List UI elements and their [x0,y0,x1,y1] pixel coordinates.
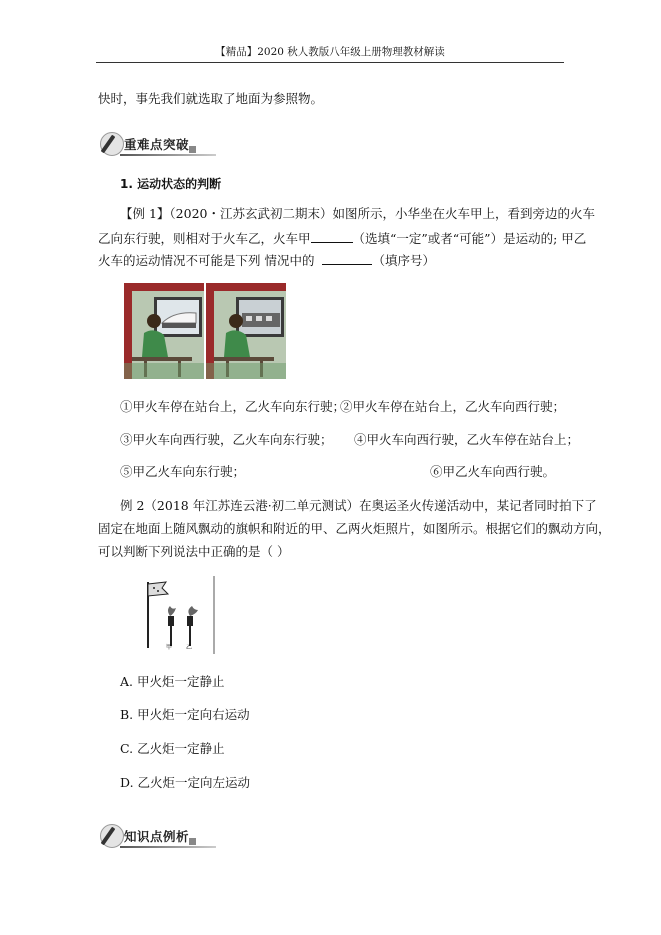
choice-d: D. 乙火炬一定向左运动 [120,775,251,790]
option-5: ⑤甲乙火车向东行驶； [120,464,246,479]
flag-torch-drawing [140,576,216,654]
banner-underline [120,846,216,848]
page-header: 【精品】2020 秋人教版八年级上册物理教材解读 [96,42,564,63]
torch-label-yi: 乙 [186,644,193,651]
banner-square-icon [188,145,197,154]
answer-blank-1[interactable] [311,229,353,243]
example1-line3-post: （填序号） [372,253,435,268]
train-photo-right-image [206,283,286,379]
choice-c: C. 乙火炬一定静止 [120,741,225,756]
train-photo-left [124,283,204,379]
answer-blank-2[interactable] [322,251,372,265]
section-banner-knowledge [98,822,208,850]
example1-line3-pre: 火车的运动情况不可能是下列 情况中的 [98,253,315,268]
train-photo-right [206,283,286,379]
option-4: ④甲火车向西行驶，乙火车停在站台上； [354,432,580,447]
flag-torch-figure [140,576,216,654]
example1-line1: 【例 1】（2020・江苏玄武初二期末）如图所示，小华坐在火车甲上，看到旁边的火车 [120,206,595,221]
train-photo-left-image [124,283,204,379]
example2-line1: 例 2（2018 年江苏连云港·初二单元测试）在奥运圣火传递活动中，某记者同时拍下了 [120,498,597,513]
example1-line2-pre: 乙向东行驶，则相对于火车乙，火车甲 [98,231,311,246]
intro-line: 快时，事先我们就选取了地面为参照物。 [98,91,324,106]
example1-line2-post: （选填“一定”或者“可能”）是运动的; 甲乙 [352,231,587,246]
option-1: ①甲火车停在站台上，乙火车向东行驶； [120,399,346,414]
example2-line2: 固定在地面上随风飘动的旗帜和附近的甲、乙两火炬照片，如图所示。根据它们的飘动方向， [98,521,611,536]
example1-line3 [98,251,435,270]
option-6: ⑥甲乙火车向西行驶。 [430,464,556,479]
section-title: 知识点例析 [124,829,190,844]
section-banner-key-points [98,130,208,158]
banner-square-icon [188,837,197,846]
section-title: 重难点突破 [124,137,190,152]
torch-label-jia: 甲 [166,644,173,651]
option-3: ③甲火车向西行驶，乙火车向东行驶； [120,432,333,447]
choice-a: A. 甲火炬一定静止 [120,674,225,689]
banner-underline [120,154,216,156]
choice-b: B. 甲火炬一定向右运动 [120,707,250,722]
subheading: 1. 运动状态的判断 [120,177,222,191]
example1-line2 [98,229,586,248]
example2-line3: 可以判断下列说法中正确的是（ ） [98,544,290,559]
option-2: ②甲火车停在站台上，乙火车向西行驶； [340,399,566,414]
